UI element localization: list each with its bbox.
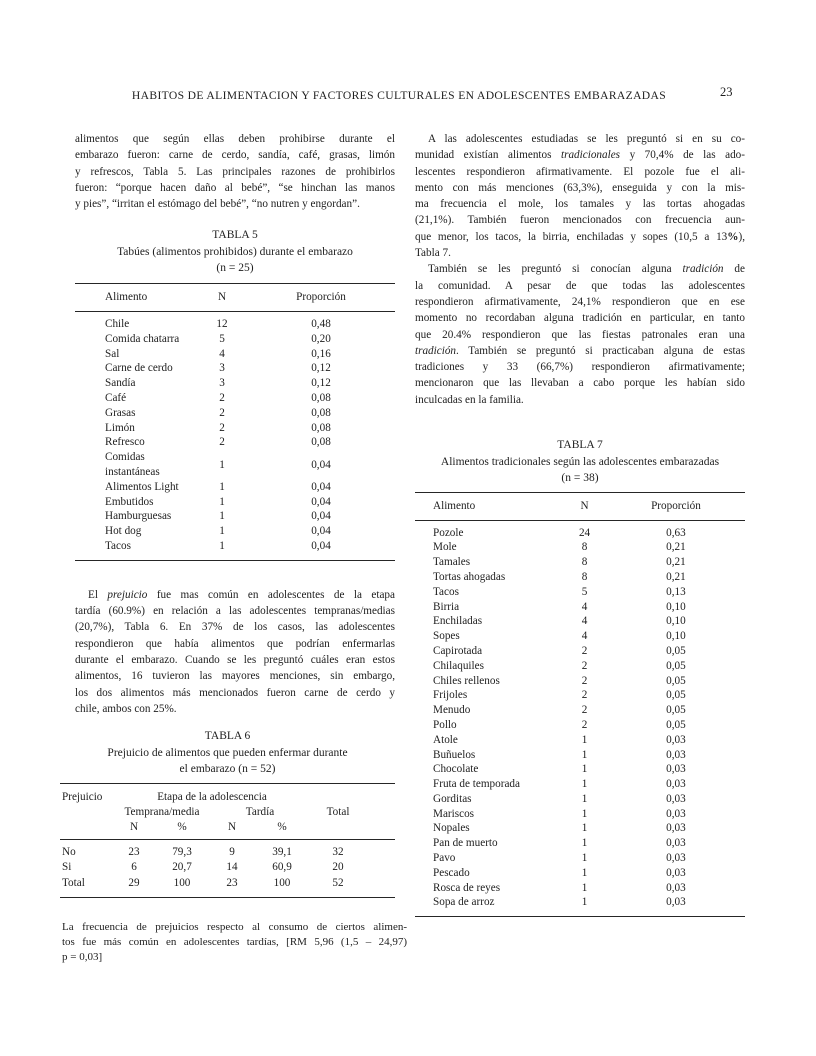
table-cell: 2 [219,436,225,449]
table-cell: Chilaquiles [433,659,484,672]
table-row [75,376,395,391]
table-cell: 4 [219,347,225,360]
table-row [75,421,395,436]
table-cell: Sal [105,347,120,360]
text-line: (21,1%). También fueron mencionados con frecuencia aun- [415,214,745,227]
table6-col-pct1: % [154,820,210,840]
table-row [60,840,395,861]
table-cell: Sopa de arroz [433,896,495,909]
table-cell: 1 [581,837,588,850]
table-cell: 1 [581,778,588,791]
text-line: mento con más menciones (63,3%), enseguida y con la mis- [415,181,745,194]
table-cell: 0,16 [311,347,331,360]
table-cell: 0,63 [666,526,686,539]
text-line: ma frecuencia el mole, los tamales y las tortas ahogadas [415,198,745,211]
table-cell: 60,9 [272,861,292,874]
table-row [415,555,745,570]
table-row [415,614,745,629]
table-row [75,311,395,331]
table-cell: 0,03 [666,763,686,776]
table-row [75,361,395,376]
table-cell: 0,21 [666,556,686,569]
text-line: munidad existían alimentos tradicionales y 70,4% de las ado- [415,149,745,162]
text-line: que menor, los tacos, la birria, enchiladas y sopes (10,5 a 13%), [415,230,745,243]
table-cell: Tacos [105,539,131,552]
table-cell: 9 [229,846,235,859]
table6 [60,783,395,898]
table-cell: Pollo [433,718,457,731]
table-row [60,860,395,875]
table-row [75,391,395,406]
table-cell: 1 [581,733,588,746]
table-cell: Birria [433,600,460,613]
text-line: momento no recordaban alguna tradición en particular, en tanto [415,312,745,325]
table6-col-pct2: % [254,820,310,840]
table-cell: 100 [273,876,291,889]
table-cell: Grasas [105,406,136,419]
table-row [415,762,745,777]
running-head: HABITOS DE ALIMENTACION Y FACTORES CULTURALES EN ADOLESCENTES EMBARAZADAS [131,89,667,102]
table-cell: 2 [581,644,588,657]
table6-title: TABLA 6 [204,730,251,743]
table-row [75,450,395,480]
text-line: los dos alimentos más mencionados fueron carne de cerdo y [75,686,395,699]
text-line: que 20.4% respondieron que las fiestas patronales eran una [415,328,745,341]
table6-subheader-tardia: Tardía [245,805,275,818]
table-cell: No [62,846,76,859]
table-cell: Pescado [433,866,470,879]
table-cell: 0,03 [666,837,686,850]
table-cell: 12 [216,317,228,330]
table-row [415,881,745,896]
table-row [75,495,395,510]
table5-caption: Tabúes (alimentos prohibidos) durante el embarazo [117,245,353,258]
table-cell: 2 [581,718,588,731]
table-row [75,539,395,560]
table-cell: 0,04 [311,510,331,523]
table-cell: Total [62,876,85,889]
table7-sample-size: (n = 38) [561,472,599,485]
table-cell: 1 [581,748,588,761]
table-cell: 2 [219,421,225,434]
table-cell: 29 [128,876,140,889]
table6-caption-line1: Prejuicio de alimentos que pueden enfermar durante [107,746,348,759]
table-cell: 8 [581,541,588,554]
table-cell: 52 [332,876,344,889]
table-row [415,718,745,733]
table-cell: 0,12 [311,377,331,390]
table-row [415,659,745,674]
table-cell: 0,21 [666,570,686,583]
text-line: embarazo fueron: carne de cerdo, sandía, café, grasas, limón [75,149,395,162]
table-row [415,733,745,748]
table-cell: 0,03 [666,852,686,865]
table7-header-proporcion: Proporción [614,492,738,520]
table-cell: 24 [578,526,591,539]
table-cell: 6 [131,861,137,874]
table-cell: 32 [332,846,344,859]
table-cell: 1 [581,763,588,776]
text-line: mencionaron que las llevaban a cabo porque les habían sido [415,377,745,390]
table-cell: Si [62,861,72,874]
table-cell: 0,20 [311,332,331,345]
text-line: alimentos, 16 tuvieron las mayores menciones, sin embargo, [75,670,395,683]
text-line: p = 0,03] [62,951,103,964]
table-cell: 2 [219,406,225,419]
table-cell: 0,03 [666,807,686,820]
table-cell: Tortas ahogadas [433,570,506,583]
table-cell: Gorditas [433,792,472,805]
table-cell: 2 [581,659,588,672]
table5-header-alimento: Alimento [75,283,197,311]
table-row [415,821,745,836]
table5-block [75,227,395,560]
table-cell: 0,04 [311,539,331,552]
table-cell: 1 [581,866,588,879]
table-cell: 0,08 [311,406,331,419]
table7-block [415,437,745,917]
table-cell: 0,04 [311,525,331,538]
table-cell: 23 [226,876,238,889]
table-cell: 20,7 [172,861,192,874]
table5-header-proporcion: Proporción [247,283,395,311]
table-cell: Chiles rellenos [433,674,500,687]
table-cell: 14 [226,861,238,874]
table-row [415,895,745,916]
table-cell: Comidas instantáneas [105,451,160,478]
paragraph-traditions [415,261,745,408]
table-cell: 23 [128,846,140,859]
table-cell: 0,03 [666,881,686,894]
table-cell: Menudo [433,704,471,717]
table-row [75,509,395,524]
table-row [75,347,395,362]
table-cell: Nopales [433,822,470,835]
paragraph-prohibited-foods [75,131,395,212]
table-cell: 8 [581,556,588,569]
table-row [75,524,395,539]
table-row [415,807,745,822]
table-cell: Tacos [433,585,459,598]
table-row [415,792,745,807]
text-line: La frecuencia de prejuicios respecto al consumo de ciertos alimen- [62,920,407,933]
table-cell: 8 [581,570,588,583]
right-column [415,131,745,917]
table-cell: 0,05 [666,704,686,717]
table-cell: 1 [219,510,225,523]
table-cell: 2 [581,704,588,717]
table-cell: 2 [581,689,588,702]
table-cell: 4 [581,630,588,643]
table6-caption-line2: el embarazo (n = 52) [179,763,276,776]
table-cell: Mole [433,541,457,554]
table-cell: 0,03 [666,778,686,791]
table-row [415,585,745,600]
table-cell: Carne de cerdo [105,362,173,375]
table7-caption: Alimentos tradicionales según las adolescentes embarazadas [440,455,720,468]
table-row [75,435,395,450]
table-cell: 100 [173,876,191,889]
table-cell: 1 [581,881,588,894]
table7-title: TABLA 7 [557,439,603,452]
table-row [60,876,395,898]
table-cell: 3 [219,362,225,375]
table-cell: 3 [219,377,225,390]
page-number: 23 [720,85,733,99]
text-line: y refrescos, Tabla 5. Las principales razones de prohibirlos [75,165,395,178]
table-cell: 5 [581,585,588,598]
table-cell: 2 [581,674,588,687]
text-line: fueron: “porque hacen daño al bebé”, “se hinchan las manos [75,181,395,194]
table-cell: Tamales [433,556,471,569]
table-row [415,703,745,718]
table6-body [60,840,395,898]
table-cell: 1 [219,480,225,493]
table-cell: 0,05 [666,718,686,731]
table7-header-n: N [555,492,614,520]
table-cell: 4 [581,600,588,613]
table-row [415,540,745,555]
table-cell: Atole [433,733,458,746]
table-cell: 20 [332,861,344,874]
table6-group-header: Etapa de la adolescencia [157,790,267,803]
table-cell: 1 [581,807,588,820]
text-line: alimentos que según ellas deben prohibirse durante el [75,133,395,145]
table-cell: Limón [105,421,135,434]
text-line: El prejuicio fue mas común en adolescentes de la etapa [88,588,395,601]
text-line: También se les preguntó si conocían alguna tradición de [428,263,745,276]
table6-subheader-temprana: Temprana/media [124,805,200,818]
table-cell: 0,03 [666,896,686,909]
table-cell: Sopes [433,630,460,643]
table-row [415,570,745,585]
table6-footnote [62,920,407,966]
table-cell: 1 [581,896,588,909]
table6-block [60,728,395,898]
table-row [415,688,745,703]
table-cell: Capirotada [433,644,483,657]
table-row [415,644,745,659]
text-line: durante el embarazo. Cuando se les preguntó cuáles eran estos [75,653,395,666]
table-cell: 0,04 [311,458,331,471]
table6-row-header: Prejuicio [62,790,103,803]
table-cell: Frijoles [433,689,468,702]
table-cell: Enchiladas [433,615,483,628]
table-cell: 0,08 [311,391,331,404]
text-line: tradiciones y 33 (66,7%) respondieron afirmativamente; [415,361,745,374]
table7-body [415,520,745,917]
table6-subheader-total: Total [326,805,350,818]
table-cell: 0,03 [666,733,686,746]
table5-sample-size: (n = 25) [216,262,254,275]
table-cell: 0,13 [666,585,686,598]
paragraph-traditional-foods [415,131,745,261]
table-row [75,480,395,495]
table7-header-row [415,492,745,520]
table-cell: Pan de muerto [433,837,498,850]
text-line: tradición. También se preguntó si practicaban alguna de estas [415,344,745,357]
table-cell: 2 [219,391,225,404]
table-cell: Sandía [105,377,136,390]
text-line: tardía (60.9%) en relación a las adolescentes tempranas/medias [75,605,395,618]
table-row [415,629,745,644]
table-row [415,674,745,689]
table-row [415,777,745,792]
table-cell: 0,08 [311,421,331,434]
table-cell: 0,04 [311,495,331,508]
table-cell: 0,05 [666,689,686,702]
text-line: inculcadas en la familia. [415,393,524,406]
table-cell: Hamburguesas [105,510,172,523]
text-line: chile, ambos con 25%. [75,702,177,715]
table-cell: 0,10 [666,615,686,628]
table-cell: 79,3 [172,846,192,859]
table7 [415,492,745,918]
table-row [415,748,745,763]
table6-col-n2: N [210,820,254,840]
table-cell: Embutidos [105,495,154,508]
table-cell: 0,03 [666,792,686,805]
table-cell: 0,08 [311,436,331,449]
table-cell: Chocolate [433,763,479,776]
table6-col-n1: N [114,820,154,840]
table-cell: 0,48 [311,317,331,330]
table5 [75,283,395,561]
left-column [62,131,407,966]
table-cell: Pozole [433,526,464,539]
table-cell: Mariscos [433,807,475,820]
table-cell: 0,03 [666,748,686,761]
table-cell: 1 [581,792,588,805]
table-cell: Pavo [433,852,456,865]
table6-header-row2 [60,805,395,820]
table-cell: 1 [581,852,588,865]
table5-header-row [75,283,395,311]
text-line: (20,7%), Tabla 6. En 37% de los casos, las adolescentes [75,621,395,634]
paragraph-prejuicio [75,587,395,717]
table-row [75,332,395,347]
table6-header-row1 [60,783,395,805]
table7-header-alimento: Alimento [415,492,555,520]
text-line: Tabla 7. [415,247,451,260]
table-cell: 0,10 [666,630,686,643]
table-row [415,851,745,866]
table-cell: 0,21 [666,541,686,554]
table5-title: TABLA 5 [212,229,258,242]
text-line: lescentes respondieron afirmativamente. El pozole fue el ali- [415,165,745,178]
text-line: tos fue más común en adolescentes tardías, [RM 5,96 (1,5 – 24,97) [62,936,407,949]
table-cell: 0,12 [311,362,331,375]
table-cell: 0,05 [666,644,686,657]
table-cell: Chile [105,317,130,330]
text-line: la comunidad. A pesar de que todas las adolescentes [415,279,745,292]
table-cell: 0,05 [666,674,686,687]
text-line: A las adolescentes estudiadas se les preguntó si en su co- [428,133,745,145]
text-line: respondieron que había alimentos que podrían enfermarlas [75,637,395,650]
table-cell: 1 [219,525,225,538]
table6-header-row3 [60,820,395,840]
table-cell: Buñuelos [433,748,476,761]
table-cell: Refresco [105,436,145,449]
table-cell: Café [105,391,127,404]
table-cell: 0,04 [311,480,331,493]
table-cell: Hot dog [105,525,142,538]
text-line: y pies”, “irritan el estómago del bebé”, “no nutren y engordan”. [75,198,360,211]
table-cell: 4 [581,615,588,628]
table-cell: 0,10 [666,600,686,613]
table-cell: 39,1 [272,846,292,859]
table-cell: 1 [219,458,225,471]
table-cell: Alimentos Light [105,480,179,493]
table-cell: Fruta de temporada [433,778,520,791]
table5-body [75,311,395,560]
table-cell: Comida chatarra [105,332,180,345]
table-cell: 5 [219,332,225,345]
table-row [415,866,745,881]
table-cell: Rosca de reyes [433,881,501,894]
table-row [415,836,745,851]
table-cell: 1 [219,539,225,552]
table-row [415,520,745,540]
text-line: respondieron afirmativamente, 24,1% respondieron que en ese [415,295,745,308]
table-cell: 0,03 [666,866,686,879]
table5-header-n: N [197,283,247,311]
table-row [75,406,395,421]
table-cell: 0,03 [666,822,686,835]
table-cell: 1 [219,495,225,508]
table-row [415,600,745,615]
table-cell: 0,05 [666,659,686,672]
table-cell: 1 [581,822,588,835]
